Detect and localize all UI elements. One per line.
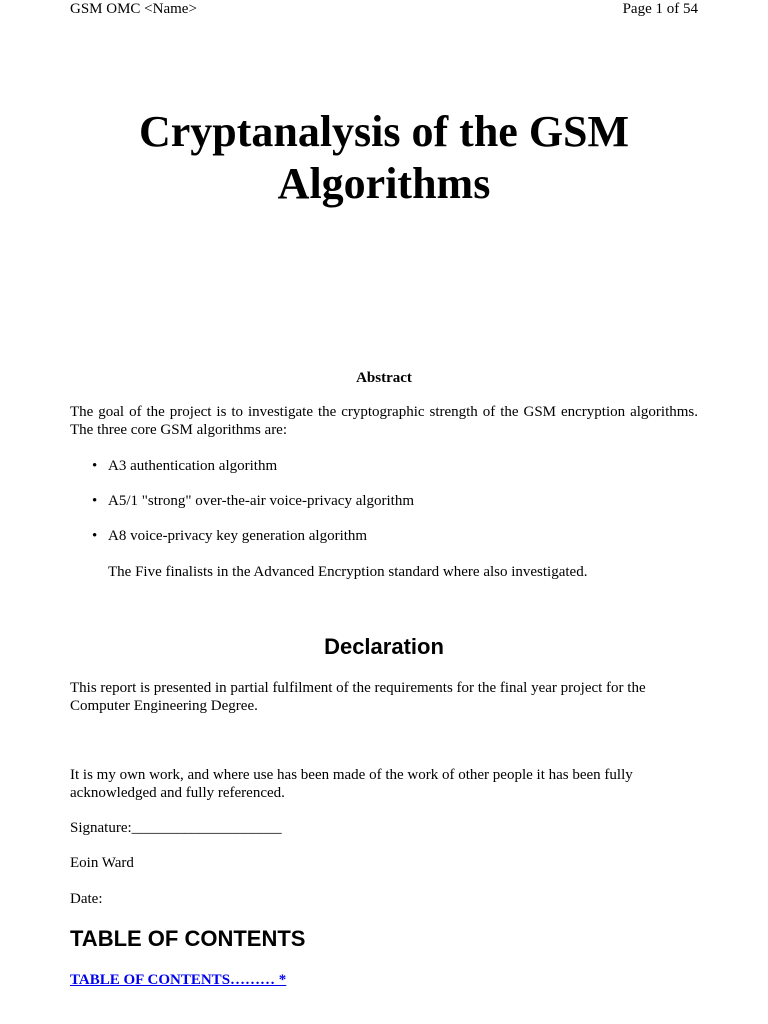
list-item-text: A8 voice-privacy key generation algorithm	[108, 528, 368, 544]
page-number: Page 1 of 54	[622, 1, 698, 17]
bullet-icon: •	[92, 493, 98, 509]
list-item-text: A5/1 "strong" over-the-air voice-privacy algorithm	[108, 493, 415, 509]
toc-link[interactable]: TABLE OF CONTENTS……… *	[70, 972, 287, 988]
toc-heading: TABLE OF CONTENTS	[70, 926, 306, 951]
abstract-heading: Abstract	[356, 370, 412, 386]
signature-line: Signature:____________________	[70, 820, 282, 836]
date-line: Date:	[70, 891, 103, 907]
list-item	[92, 492, 692, 510]
list-item-text: A3 authentication algorithm	[108, 458, 278, 474]
bullet-icon: •	[92, 458, 98, 474]
list-item	[92, 457, 692, 475]
document-title-line-2: Algorithms	[277, 159, 491, 208]
declaration-paragraph-1: This report is presented in partial fulfilment of the requirements for the final year project for the Computer Engineering Degree.	[70, 680, 646, 714]
author-name: Eoin Ward	[70, 855, 134, 871]
list-item	[92, 527, 692, 545]
abstract-closing: The Five finalists in the Advanced Encryption standard where also investigated.	[108, 564, 588, 580]
declaration-paragraph-2: It is my own work, and where use has been made of the work of other people it has been fully acknowledged and fully referenced.	[70, 767, 633, 801]
bullet-icon: •	[92, 528, 98, 544]
declaration-heading: Declaration	[324, 634, 444, 659]
document-title	[0, 106, 768, 210]
document-title-line-1: Cryptanalysis of the GSM	[138, 107, 630, 156]
abstract-intro: The goal of the project is to investigate the cryptographic strength of the GSM encryption algorithms. The three core GSM algorithms are:	[70, 404, 698, 438]
page-header-left: GSM OMC <Name>	[70, 1, 197, 17]
